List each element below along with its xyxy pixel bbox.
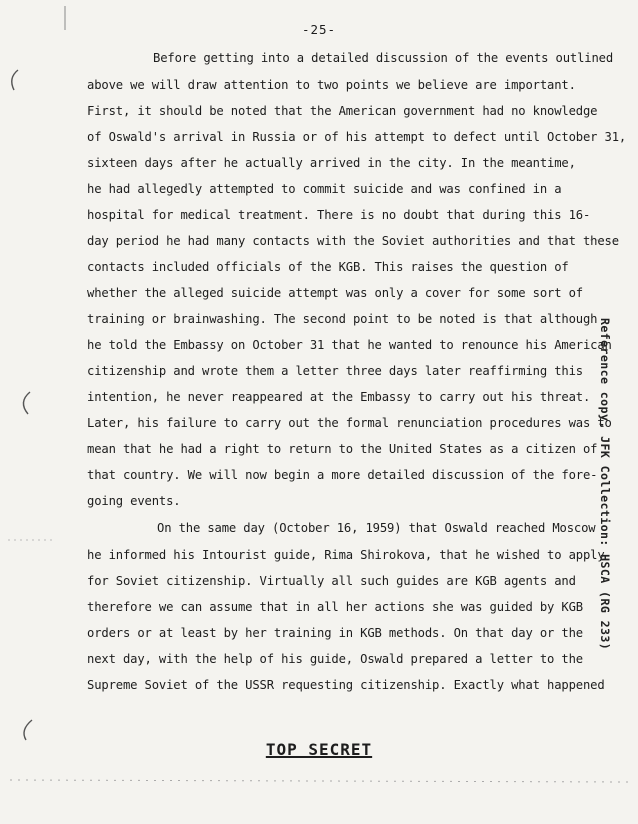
paragraph-line: for Soviet citizenship. Virtually all such guides are KGB agents and (87, 574, 576, 588)
paragraph-line: On the same day (October 16, 1959) that Oswald reached Moscow (157, 521, 596, 535)
paragraph-line: day period he had many contacts with the Soviet authorities and that these (87, 234, 619, 248)
bottom-edge-line (10, 780, 628, 782)
page-number: -25- (301, 22, 337, 37)
paragraph-line: whether the alleged suicide attempt was only a cover for some sort of (87, 286, 583, 300)
paragraph-line: hospital for medical treatment. There is no doubt that during this 16- (87, 208, 591, 222)
paragraph-line: sixteen days after he actually arrived in the city. In the meantime, (87, 156, 576, 170)
reference-copy-stamp: Reference copy, JFK Collection: HSCA (RG 233) (598, 318, 612, 651)
paragraph-line: he told the Embassy on October 31 that he wanted to renounce his American (87, 338, 612, 352)
hole-punch-mark-top (12, 70, 18, 90)
paragraph-line: therefore we can assume that in all her actions she was guided by KGB (87, 600, 583, 614)
hole-punch-mark-middle (23, 392, 30, 414)
paragraph-line: he had allegedly attempted to commit suicide and was confined in a (87, 182, 562, 196)
paragraph-line: contacts included officials of the KGB. This raises the question of (87, 260, 569, 274)
paragraph-line: he informed his Intourist guide, Rima Shirokova, that he wished to apply (87, 548, 605, 562)
paragraph-line: Later, his failure to carry out the formal renunciation procedures was to (87, 416, 612, 430)
paragraph-line: going events. (87, 494, 181, 508)
hole-punch-mark-bottom (24, 720, 32, 740)
paragraph-line: mean that he had a right to return to the United States as a citizen of (87, 442, 598, 456)
paragraph-line: intention, he never reappeared at the Embassy to carry out his threat. (87, 390, 591, 404)
paragraph-line: that country. We will now begin a more detailed discussion of the fore- (87, 468, 598, 482)
paragraph-line: above we will draw attention to two points we believe are important. (87, 78, 576, 92)
paragraph-line: citizenship and wrote them a letter three days later reaffirming this (87, 364, 583, 378)
paragraph-line: training or brainwashing. The second point to be noted is that although (87, 312, 598, 326)
paragraph-line: First, it should be noted that the American government had no knowledge (87, 104, 598, 118)
paragraph-line: Before getting into a detailed discussion of the events outlined (153, 51, 613, 65)
paragraph-line: of Oswald's arrival in Russia or of his attempt to defect until October 31, (87, 130, 627, 144)
paragraph-line: orders or at least by her training in KGB methods. On that day or the (87, 626, 583, 640)
classification-marking: TOP SECRET (265, 740, 373, 759)
paragraph-line: next day, with the help of his guide, Oswald prepared a letter to the (87, 652, 583, 666)
paragraph-line: Supreme Soviet of the USSR requesting citizenship. Exactly what happened (87, 678, 605, 692)
